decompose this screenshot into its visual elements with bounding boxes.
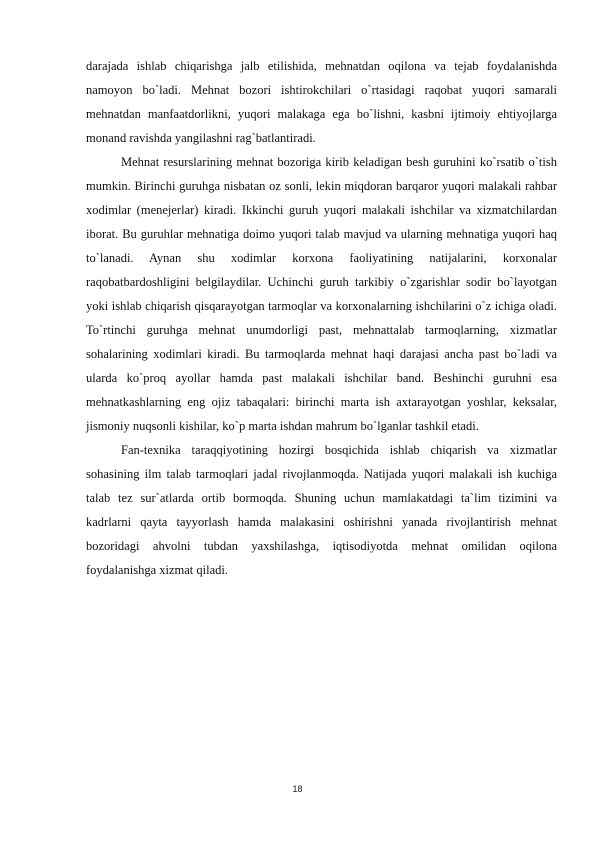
page-number: 18 [292,784,303,794]
paragraph-continuation: darajada ishlab chiqarishga jalb etilishida, mehnatdan oqilona va tejab foydalanishda namoyon bo`ladi. Mehnat bozori ishtirokchilari o`rtasidagi raqobat yuqori samarali mehnatdan manfaatdorlikni, yuqori malakaga ega bo`lishni, kasbni ijtimoiy ehtiyojlarga monand ravishda yangilashni rag`batlantiradi. [86,59,557,145]
document-body [86,54,557,582]
paragraph-labor-groups: Mehnat resurslarining mehnat bozoriga kirib keladigan besh guruhini ko`rsatib o`tish mumkin. Birinchi guruhga nisbatan oz sonli, lekin miqdoran barqaror yuqori malakali rahbar xodimlar (menejerlar) kiradi. Ikkinchi guruh yuqori malakali ishchilar va xizmatchilardan iborat. Bu guruhlar mehnatiga doimo yuqori talab mavjud va ularning mehnatiga yuqori haq to`lanadi. Aynan shu xodimlar korxona faoliyatining natijalarini, korxonalar raqobatbardoshligini belgilaydilar. Uchinchi guruh tarkibiy o`zgarishlar sodir bo`layotgan yoki ishlab chiqarish qisqarayotgan tarmoqlar va korxonalarning ishchilarini o`z ichiga oladi. To`rtinchi guruhga mehnat unumdorligi past, mehnattalab tarmoqlarning, xizmatlar sohalarining xodimlari kiradi. Bu tarmoqlarda mehnat haqi darajasi ancha past bo`ladi va ularda ko`proq ayollar hamda past malakali ishchilar band. Beshinchi guruhni esa mehnatkashlarning eng ojiz tabaqalari: birinchi marta ish axtarayotgan yoshlar, keksalar, jismoniy nuqsonli kishilar, ko`p marta ishdan mahrum bo`lganlar tashkil etadi. [86,155,557,433]
paragraph-scientific-progress: Fan-texnika taraqqiyotining hozirgi bosqichida ishlab chiqarish va xizmatlar sohasining ilm talab tarmoqlari jadal rivojlanmoqda. Natijada yuqori malakali ish kuchiga talab tez sur`atlarda ortib bormoqda. Shuning uchun mamlakatdagi ta`lim tizimini va kadrlarni qayta tayyorlash hamda malakasini oshirishni yanada rivojlantirish mehnat bozoridagi ahvolni tubdan yaxshilashga, iqtisodiyotda mehnat omilidan oqilona foydalanishga xizmat qiladi. [86,443,557,577]
